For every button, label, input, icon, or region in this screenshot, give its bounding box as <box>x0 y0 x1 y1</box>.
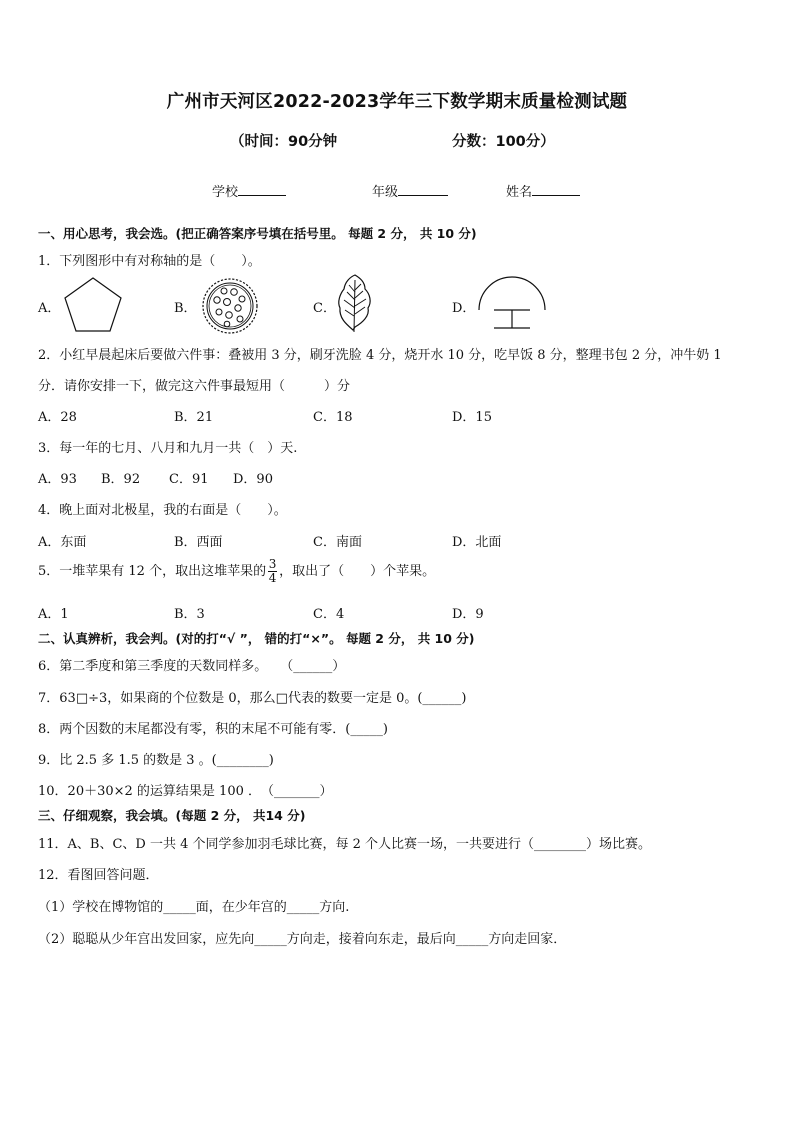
section-3-heading: 三、仔细观察，我会填。(每题 2 分， 共14 分) <box>38 808 306 823</box>
question-8: 8．两个因数的末尾都没有零，积的末尾不可能有零．(_____) <box>38 722 388 737</box>
exam-score: 分数：100分） <box>452 134 555 150</box>
school-blank[interactable] <box>238 182 286 196</box>
q5-option-a: A．1 <box>38 607 69 622</box>
question-4-stem: 4．晚上面对北极星，我的右面是（ ）。 <box>38 503 287 518</box>
question-1-stem: 1．下列图形中有对称轴的是（ ）。 <box>38 254 261 269</box>
q2-option-c: C．18 <box>313 410 353 425</box>
q5-stem-before: 5．一堆苹果有 12 个，取出这堆苹果的 <box>38 564 267 579</box>
section-1-heading: 一、用心思考，我会选。(把正确答案序号填在括号里。 每题 2 分， 共 10 分) <box>38 226 477 241</box>
q1-option-d: D． <box>452 301 476 316</box>
exam-time: （时间：90分钟 <box>230 134 338 150</box>
q2-option-d: D．15 <box>452 410 492 425</box>
arch-gate-icon <box>476 274 548 338</box>
q3-option-b: B．92 <box>101 472 141 487</box>
q1-option-b: B． <box>174 301 197 316</box>
name-field <box>506 181 580 200</box>
question-6: 6．第二季度和第三季度的天数同样多。 （______） <box>38 659 346 674</box>
q3-option-a: A．93 <box>38 472 77 487</box>
question-2-line-1: 2．小红早晨起床后要做六件事：叠被用 3 分，刷牙洗脸 4 分，烧开水 10 分，吃早饭 8 分，整理书包 2 分，冲牛奶 1 <box>38 348 722 363</box>
q2-option-b: B．21 <box>174 410 214 425</box>
fraction-three-quarters <box>268 558 277 585</box>
question-3-stem: 3．每一年的七月、八月和九月一共（ ）天. <box>38 441 298 456</box>
q2-option-a: A．28 <box>38 410 77 425</box>
question-9: 9．比 2.5 多 1.5 的数是 3 。(________) <box>38 753 274 768</box>
section-2-heading: 二、认真辨析，我会判。(对的打“√ ”， 错的打“×”。 每题 2 分， 共 10 分) <box>38 631 475 646</box>
question-2-line-2: 分．请你安排一下，做完这六件事最短用（ ）分 <box>38 379 351 394</box>
q5-stem-after: ，取出了（ ）个苹果。 <box>279 564 436 579</box>
pentagon-icon <box>62 276 124 338</box>
question-10: 10．20＋30×2 的运算结果是 100 ． （_______） <box>38 784 333 799</box>
question-12-part-1: （1）学校在博物馆的_____面，在少年宫的_____方向. <box>38 900 350 915</box>
q5-option-b: B．3 <box>174 607 205 622</box>
q5-option-d: D．9 <box>452 607 484 622</box>
grade-blank[interactable] <box>398 182 448 196</box>
school-label: 学校 <box>212 185 239 200</box>
grade-label: 年级 <box>372 185 399 200</box>
question-11: 11．A、B、C、D 一共 4 个同学参加羽毛球比赛，每 2 个人比赛一场，一共要进行（________）场比赛。 <box>38 837 652 852</box>
school-field <box>212 181 286 200</box>
q4-option-b: B．西面 <box>174 535 223 550</box>
grade-field <box>372 181 448 200</box>
q1-option-c: C． <box>313 301 336 316</box>
q1-option-a: A． <box>38 301 61 316</box>
fraction-denominator: 4 <box>268 571 277 585</box>
q4-option-d: D．北面 <box>452 535 502 550</box>
question-12: 12．看图回答问题． <box>38 868 159 883</box>
question-5-stem <box>38 558 435 585</box>
q4-option-c: C．南面 <box>313 535 362 550</box>
q4-option-a: A．东面 <box>38 535 87 550</box>
fraction-numerator: 3 <box>268 557 277 571</box>
leaf-icon <box>334 272 374 338</box>
question-7: 7．63□÷3，如果商的个位数是 0，那么□代表的数要一定是 0。(______) <box>38 691 467 706</box>
q3-option-c: C．91 <box>169 472 209 487</box>
question-12-part-2: （2）聪聪从少年宫出发回家，应先向_____方向走，接着向东走，最后向_____方向走回家． <box>38 932 567 947</box>
page-title: 广州市天河区2022-2023学年三下数学期末质量检测试题 <box>166 92 628 112</box>
name-blank[interactable] <box>532 182 580 196</box>
q3-option-d: D．90 <box>233 472 273 487</box>
round-biscuit-icon <box>200 276 260 340</box>
q5-option-c: C．4 <box>313 607 345 622</box>
name-label: 姓名 <box>506 185 533 200</box>
